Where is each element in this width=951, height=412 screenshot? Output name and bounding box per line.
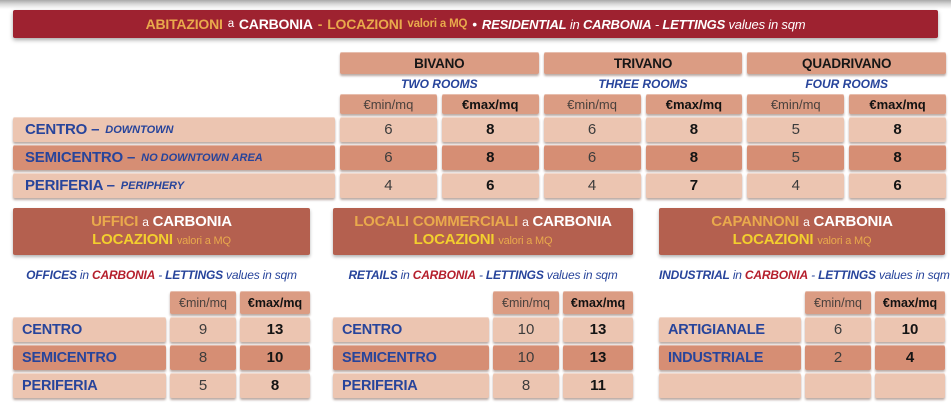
capannoni-table [659,291,945,398]
uffici-centro-max: 13 [240,317,310,342]
uffici-periferia-max: 8 [240,373,310,398]
res-centro-quadrivano-max: 8 [849,117,946,142]
capannoni-category: CAPANNONI [711,213,800,230]
locali-row-semicentro-text: SEMICENTRO [342,349,437,366]
uffici-caption-in: in [79,268,89,282]
locali-header [333,208,633,255]
capannoni-artigianale-min: 6 [805,317,871,342]
locali-caption [333,268,633,282]
locali-table [333,291,633,398]
res-subtitle-three-rooms: THREE ROOMS [598,77,688,91]
locali-centro-max: 13 [563,317,633,342]
capannoni-caption-type: LETTINGS [818,268,876,282]
capannoni-type: LOCAZIONI [732,231,814,248]
res-row-periferia-label [13,173,335,198]
res-unit-max-3: €max/mq [849,94,946,114]
locali-header-line2 [414,231,553,250]
uffici-unit: valori a MQ [176,235,231,247]
uffici-row-periferia-text: PERIFERIA [22,377,98,394]
res-unit-min-1: €min/mq [340,94,437,114]
uffici-caption [13,268,310,282]
banner-city: CARBONIA [238,16,313,32]
top-gray-strip [0,0,951,9]
capannoni-caption-in: in [732,268,742,282]
banner-unit: valori a MQ [407,18,468,30]
locali-periferia-max: 11 [563,373,633,398]
capannoni-row-artigianale-text: ARTIGIANALE [668,321,765,338]
locali-unit-spacer [333,291,489,314]
res-semicentro-trivano-min: 6 [544,145,641,170]
uffici-header-line2 [92,231,231,250]
res-unit-max-1: €max/mq [442,94,539,114]
capannoni-unit: valori a MQ [817,235,872,247]
banner-en-unit: values in sqm [728,16,806,32]
res-centro-quadrivano-min: 5 [747,117,844,142]
uffici-city: CARBONIA [152,213,232,230]
uffici-row-centro-text: CENTRO [22,321,83,338]
section-locali-commerciali [333,208,633,398]
res-centro-bivano-min: 6 [340,117,437,142]
section-capannoni [659,208,950,398]
banner-en-dash: - [654,16,659,32]
uffici-caption-unit: values in sqm [226,268,297,282]
locali-caption-type: LETTINGS [485,268,544,282]
res-centro-bivano-max: 8 [442,117,539,142]
uffici-a: a [142,215,149,229]
uffici-semicentro-min: 8 [170,345,236,370]
res-periferia-bivano-max: 6 [442,173,539,198]
uffici-unit-min: €min/mq [170,291,236,314]
capannoni-empty-min [805,373,871,398]
res-subtitle-two-rooms: TWO ROOMS [400,77,478,91]
capannoni-industriale-max: 4 [875,345,945,370]
locali-row-periferia-text: PERIFERIA [342,377,418,394]
uffici-caption-category: OFFICES [26,268,77,282]
res-semicentro-quadrivano-max: 8 [849,145,946,170]
locali-centro-min: 10 [493,317,559,342]
res-group-trivano: TRIVANO [544,52,743,74]
res-subtitle-spacer [13,77,335,91]
uffici-caption-type: LETTINGS [165,268,223,282]
capannoni-artigianale-max: 10 [875,317,945,342]
res-row-centro-label-it: CENTRO – [25,121,100,138]
banner-en [482,17,805,32]
capannoni-row-artigianale-label [659,317,801,342]
capannoni-header [659,208,945,255]
capannoni-row-industriale-text: INDUSTRIALE [668,349,764,366]
res-group-quadrivano: QUADRIVANO [747,52,946,74]
res-row-semicentro-label-en: NO DOWNTOWN AREA [141,151,263,164]
locali-caption-in: in [400,268,410,282]
res-semicentro-trivano-max: 8 [646,145,743,170]
locali-caption-category: RETAILS [348,268,398,282]
locali-row-periferia-label [333,373,489,398]
res-unit-min-3: €min/mq [747,94,844,114]
capannoni-caption-dash: - [811,268,815,282]
capannoni-header-line2 [733,231,872,250]
uffici-caption-dash: - [158,268,163,282]
section-uffici [13,208,310,398]
banner-en-category: RESIDENTIAL [481,16,567,32]
capannoni-city: CARBONIA [813,213,893,230]
res-row-periferia-label-it: PERIFERIA – [25,177,115,194]
uffici-table [13,291,310,398]
locali-semicentro-max: 13 [563,345,633,370]
banner-type: LOCAZIONI [327,16,403,32]
capannoni-a: a [803,215,810,229]
uffici-unit-spacer [13,291,166,314]
residential-banner [13,10,938,38]
uffici-header [13,208,310,255]
uffici-header-line1 [91,213,232,231]
uffici-category: UFFICI [91,213,139,230]
res-periferia-trivano-min: 4 [544,173,641,198]
capannoni-caption-city: CARBONIA [744,268,808,282]
uffici-row-periferia-label [13,373,166,398]
res-row-centro-label-en: DOWNTOWN [105,123,174,136]
capannoni-unit-min: €min/mq [805,291,871,314]
res-centro-trivano-min: 6 [544,117,641,142]
res-group-bivano: BIVANO [340,52,539,74]
capannoni-unit-max: €max/mq [875,291,945,314]
capannoni-row-industriale-label [659,345,801,370]
locali-row-semicentro-label [333,345,489,370]
res-unit-min-2: €min/mq [544,94,641,114]
res-unit-spacer [13,94,335,114]
capannoni-row-empty-label [659,373,801,398]
res-row-semicentro-label [13,145,335,170]
res-unit-max-2: €max/mq [646,94,743,114]
residential-table [13,52,946,198]
capannoni-caption-category: INDUSTRIAL [659,268,730,282]
capannoni-caption-unit: values in sqm [878,268,950,282]
capannoni-unit-spacer [659,291,801,314]
locali-header-line1 [354,213,612,231]
uffici-type: LOCAZIONI [92,231,173,248]
locali-semicentro-min: 10 [493,345,559,370]
locali-unit-max: €max/mq [563,291,633,314]
capannoni-industriale-min: 2 [805,345,871,370]
banner-en-in: in [569,16,580,32]
res-centro-trivano-max: 8 [646,117,743,142]
banner-dash: - [317,16,323,32]
res-header-spacer [13,52,335,74]
uffici-centro-min: 9 [170,317,236,342]
banner-en-type: LETTINGS [662,16,726,32]
res-periferia-bivano-min: 4 [340,173,437,198]
uffici-row-centro-label [13,317,166,342]
banner-en-city: CARBONIA [582,16,652,32]
locali-category: LOCALI COMMERCIALI [354,213,519,230]
uffici-unit-max: €max/mq [240,291,310,314]
res-semicentro-bivano-max: 8 [442,145,539,170]
locali-type: LOCAZIONI [413,231,495,248]
capannoni-caption [659,268,950,282]
uffici-caption-city: CARBONIA [92,268,156,282]
banner-bullet: • [472,16,477,32]
locali-row-centro-label [333,317,489,342]
locali-caption-city: CARBONIA [412,268,476,282]
locali-a: a [522,215,529,229]
locali-caption-unit: values in sqm [546,268,618,282]
capannoni-header-line1 [711,213,893,231]
uffici-periferia-min: 5 [170,373,236,398]
res-row-semicentro-label-it: SEMICENTRO – [25,149,136,166]
uffici-semicentro-max: 10 [240,345,310,370]
res-row-centro-label [13,117,335,142]
uffici-row-semicentro-label [13,345,166,370]
locali-row-centro-text: CENTRO [342,321,403,338]
locali-unit-min: €min/mq [493,291,559,314]
banner-a: a [227,18,234,30]
res-periferia-quadrivano-min: 4 [747,173,844,198]
banner-category: ABITAZIONI [145,16,223,32]
res-periferia-trivano-max: 7 [646,173,743,198]
capannoni-empty-max [875,373,945,398]
res-row-periferia-label-en: PERIPHERY [120,179,185,192]
locali-city: CARBONIA [532,213,612,230]
locali-periferia-min: 8 [493,373,559,398]
res-periferia-quadrivano-max: 6 [849,173,946,198]
res-semicentro-quadrivano-min: 5 [747,145,844,170]
res-subtitle-four-rooms: FOUR ROOMS [805,77,888,91]
uffici-row-semicentro-text: SEMICENTRO [22,349,117,366]
locali-unit: valori a MQ [498,235,553,247]
locali-caption-dash: - [478,268,483,282]
res-semicentro-bivano-min: 6 [340,145,437,170]
